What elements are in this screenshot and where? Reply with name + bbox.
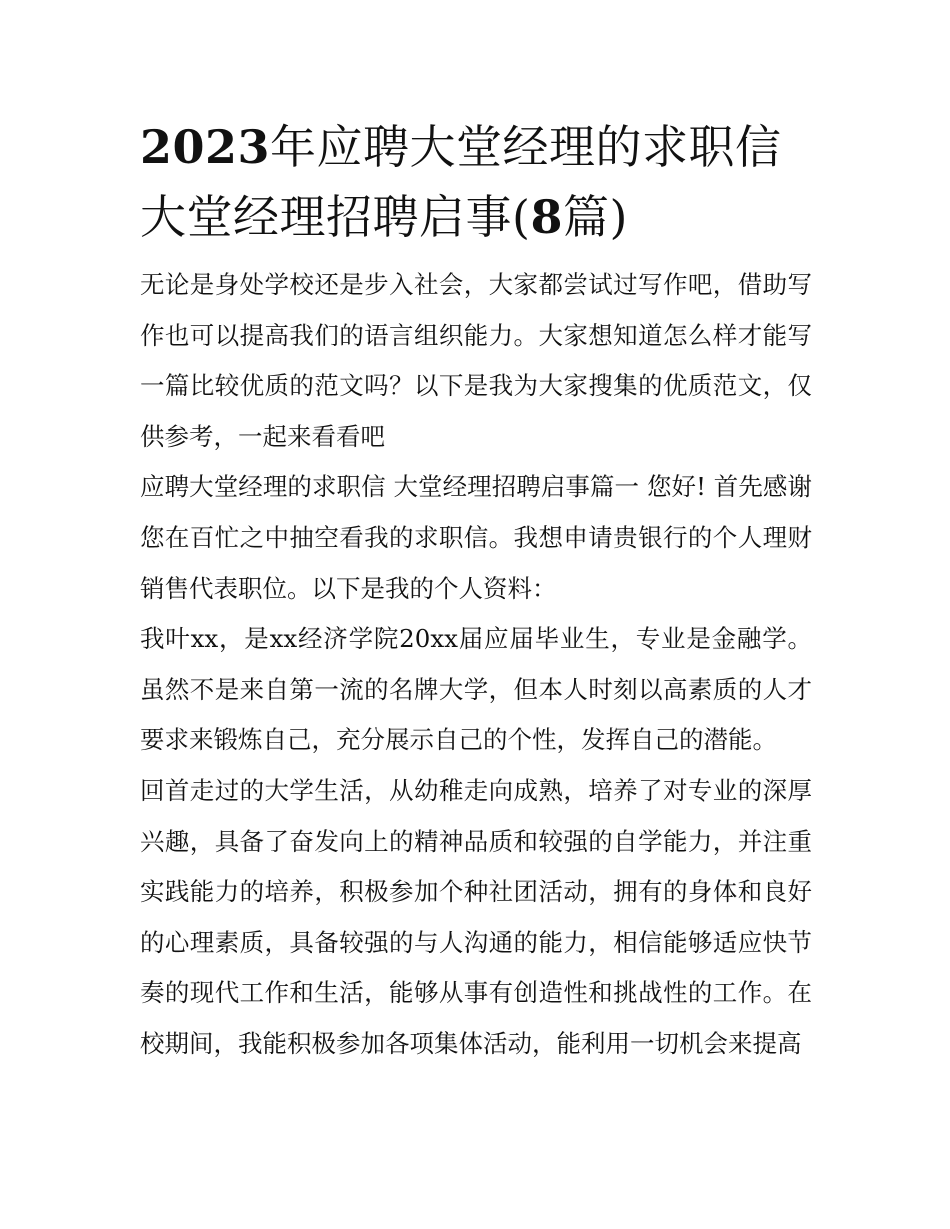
document-content [140, 112, 812, 1070]
paragraph-intro: 无论是身处学校还是步入社会，大家都尝试过写作吧，借助写作也可以提高我们的语言组织能力。大家想知道怎么样才能写一篇比较优质的范文吗？以下是我为大家搜集的优质范文，仅供参考，一起来看看吧 [140, 270, 812, 451]
document-title [140, 112, 812, 252]
paragraph-profile: 我叶xx，是xx经济学院20xx届应届毕业生，专业是金融学。虽然不是来自第一流的名牌大学，但本人时刻以高素质的人才要求来锻炼自己，充分展示自己的个性，发挥自己的潜能。 [140, 624, 812, 755]
title-count: 8 [530, 190, 563, 244]
paragraph-greeting: 应聘大堂经理的求职信 大堂经理招聘启事篇一 您好! 首先感谢您在百忙之中抽空看我的求职信。我想申请贵银行的个人理财销售代表职位。以下是我的个人资料： [140, 472, 812, 603]
title-line2-text: 大堂经理招聘启事( [140, 190, 531, 244]
title-year: 2023 [140, 120, 271, 174]
title-line2-end: 篇) [562, 190, 628, 244]
title-line1-text: 年应聘大堂经理的求职信 [270, 120, 782, 174]
paragraph-experience: 回首走过的大学生活，从幼稚走向成熟，培养了对专业的深厚兴趣，具备了奋发向上的精神品质和较强的自学能力，并注重实践能力的培养，积极参加个种社团活动，拥有的身体和良好的心理素质，具备较强的与人沟通的能力，相信能够适应快节奏的现代工作和生活，能够从事有创造性和挑战性的工作。在校期间，我能积极参加各项集体活动，能利用一切机会来提高 [140, 775, 812, 1058]
